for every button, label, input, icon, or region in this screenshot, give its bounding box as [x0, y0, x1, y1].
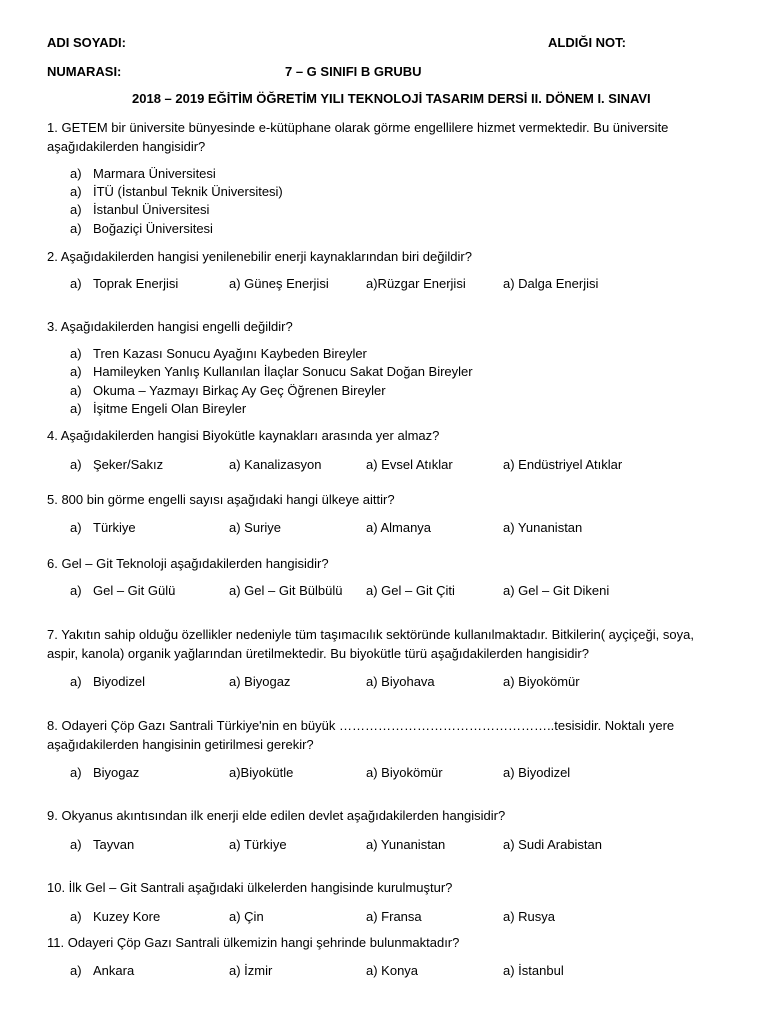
option-label: a): [70, 166, 82, 181]
question-6-text: 6. Gel – Git Teknoloji aşağıdakilerden hangisidir?: [47, 556, 329, 571]
question-9-text: 9. Okyanus akıntısından ilk enerji elde edilen devlet aşağıdakilerden hangisidir?: [47, 808, 506, 823]
question-7-text: 7. Yakıtın sahip olduğu özellikler nedeniyle tüm taşımacılık sektöründe kullanılmaktadır. Bitkilerin( ayçiçeği, soya, aspir, kanola) organik yağlarından üretilmektedir. Bu biyokütle türü aşağıdakilerden hangisidir?: [47, 627, 694, 661]
question-5-text: 5. 800 bin görme engelli sayısı aşağıdaki hangi ülkeye aittir?: [47, 492, 395, 507]
option-text: İşitme Engeli Olan Bireyler: [93, 401, 247, 416]
option-label: a): [70, 383, 82, 398]
option-label: a): [70, 221, 82, 236]
question-5-option-1: [70, 519, 136, 537]
option-text: Şeker/Sakız: [93, 457, 164, 472]
option-label: a): [70, 184, 82, 199]
option-text: Hamileyken Yanlış Kullanılan İlaçlar Sonucu Sakat Doğan Bireyler: [93, 364, 473, 379]
option-label: a): [70, 520, 82, 535]
question-10-option-3: a) Fransa: [366, 909, 422, 924]
grade-label: ALDIĞI NOT:: [548, 35, 626, 50]
question-8-text: 8. Odayeri Çöp Gazı Santrali Türkiye'nin en büyük …………………………………………..tesisidir. Noktalı yere aşağıdakilerden hangisinin getirilmesi gerekir?: [47, 718, 675, 752]
question-11-option-1: [70, 962, 134, 980]
name-label: ADI SOYADI:: [47, 35, 126, 50]
question-1-option-3: [70, 201, 209, 219]
question-11-option-2: a) İzmir: [229, 963, 273, 978]
option-label: a): [70, 276, 82, 291]
exam-title: 2018 – 2019 EĞİTİM ÖĞRETİM YILI TEKNOLOJİ TASARIM DERSİ II. DÖNEM I. SINAVI: [132, 91, 651, 106]
option-label: a): [70, 346, 82, 361]
question-7-option-2: a) Biyogaz: [229, 674, 291, 689]
option-text: Ankara: [93, 963, 135, 978]
question-8-option-1: [70, 764, 139, 782]
question-5-option-4: a) Yunanistan: [503, 520, 583, 535]
question-2-option-4: a) Dalga Enerjisi: [503, 276, 599, 291]
question-8-option-4: a) Biyodizel: [503, 765, 571, 780]
question-9-option-1: [70, 836, 134, 854]
class-group: 7 – G SINIFI B GRUBU: [285, 64, 422, 79]
question-1-option-2: [70, 183, 283, 201]
question-1-text: 1. GETEM bir üniversite bünyesinde e-kütüphane olarak görme engellilere hizmet vermektedir. Bu üniversite aşağıdakilerden hangisidir?: [47, 120, 669, 154]
question-6-option-1: [70, 582, 175, 600]
question-11-option-4: a) İstanbul: [503, 963, 564, 978]
option-text: Gel – Git Gülü: [93, 583, 176, 598]
question-11-text: 11. Odayeri Çöp Gazı Santrali ülkemizin hangi şehrinde bulunmaktadır?: [47, 935, 460, 950]
question-4-option-2: a) Kanalizasyon: [229, 457, 322, 472]
question-10-option-2: a) Çin: [229, 909, 264, 924]
question-3-text: 3. Aşağıdakilerden hangisi engelli değildir?: [47, 319, 293, 334]
option-text: Kuzey Kore: [93, 909, 161, 924]
option-text: Biyogaz: [93, 765, 140, 780]
option-text: İstanbul Üniversitesi: [93, 202, 210, 217]
question-8-option-3: a) Biyokömür: [366, 765, 443, 780]
question-9-option-2: a) Türkiye: [229, 837, 287, 852]
question-6-option-4: a) Gel – Git Dikeni: [503, 583, 610, 598]
option-text: Tayvan: [93, 837, 135, 852]
question-2-option-2: a) Güneş Enerjisi: [229, 276, 329, 291]
question-7-option-1: [70, 673, 145, 691]
option-label: a): [70, 364, 82, 379]
question-10-option-4: a) Rusya: [503, 909, 556, 924]
option-label: a): [70, 837, 82, 852]
question-3-option-1: [70, 345, 367, 363]
option-label: a): [70, 674, 82, 689]
question-10-text: 10. İlk Gel – Git Santrali aşağıdaki ülkelerden hangisinde kurulmuştur?: [47, 880, 453, 895]
option-label: a): [70, 401, 82, 416]
question-11-option-3: a) Konya: [366, 963, 419, 978]
option-label: a): [70, 909, 82, 924]
question-1-option-1: [70, 165, 216, 183]
option-text: Marmara Üniversitesi: [93, 166, 216, 181]
question-4-option-3: a) Evsel Atıklar: [366, 457, 453, 472]
question-7-option-3: a) Biyohava: [366, 674, 435, 689]
question-7-option-4: a) Biyokömür: [503, 674, 580, 689]
option-text: Tren Kazası Sonucu Ayağını Kaybeden Bireyler: [93, 346, 367, 361]
question-8-option-2: a)Biyokütle: [229, 765, 294, 780]
question-3-option-4: [70, 400, 246, 418]
question-5-option-2: a) Suriye: [229, 520, 282, 535]
question-3-option-3: [70, 382, 386, 400]
question-10-option-1: [70, 908, 160, 926]
option-text: İTÜ (İstanbul Teknik Üniversitesi): [93, 184, 283, 199]
question-9-option-3: a) Yunanistan: [366, 837, 446, 852]
question-3-option-2: [70, 363, 473, 381]
option-text: Biyodizel: [93, 674, 146, 689]
question-2-text: 2. Aşağıdakilerden hangisi yenilenebilir enerji kaynaklarından biri değildir?: [47, 249, 472, 264]
number-label: NUMARASI:: [47, 64, 122, 79]
option-text: Türkiye: [93, 520, 136, 535]
question-4-text: 4. Aşağıdakilerden hangisi Biyokütle kaynakları arasında yer almaz?: [47, 428, 440, 443]
question-4-option-1: [70, 456, 163, 474]
question-4-option-4: a) Endüstriyel Atıklar: [503, 457, 623, 472]
question-1-option-4: [70, 220, 213, 238]
option-label: a): [70, 457, 82, 472]
question-6-option-3: a) Gel – Git Çiti: [366, 583, 455, 598]
option-label: a): [70, 765, 82, 780]
option-text: Boğaziçi Üniversitesi: [93, 221, 213, 236]
question-6-option-2: a) Gel – Git Bülbülü: [229, 583, 343, 598]
question-2-option-3: a)Rüzgar Enerjisi: [366, 276, 466, 291]
option-text: Toprak Enerjisi: [93, 276, 179, 291]
option-label: a): [70, 202, 82, 217]
question-5-option-3: a) Almanya: [366, 520, 432, 535]
question-9-option-4: a) Sudi Arabistan: [503, 837, 603, 852]
option-label: a): [70, 963, 82, 978]
option-label: a): [70, 583, 82, 598]
option-text: Okuma – Yazmayı Birkaç Ay Geç Öğrenen Bireyler: [93, 383, 386, 398]
question-2-option-1: [70, 275, 178, 293]
